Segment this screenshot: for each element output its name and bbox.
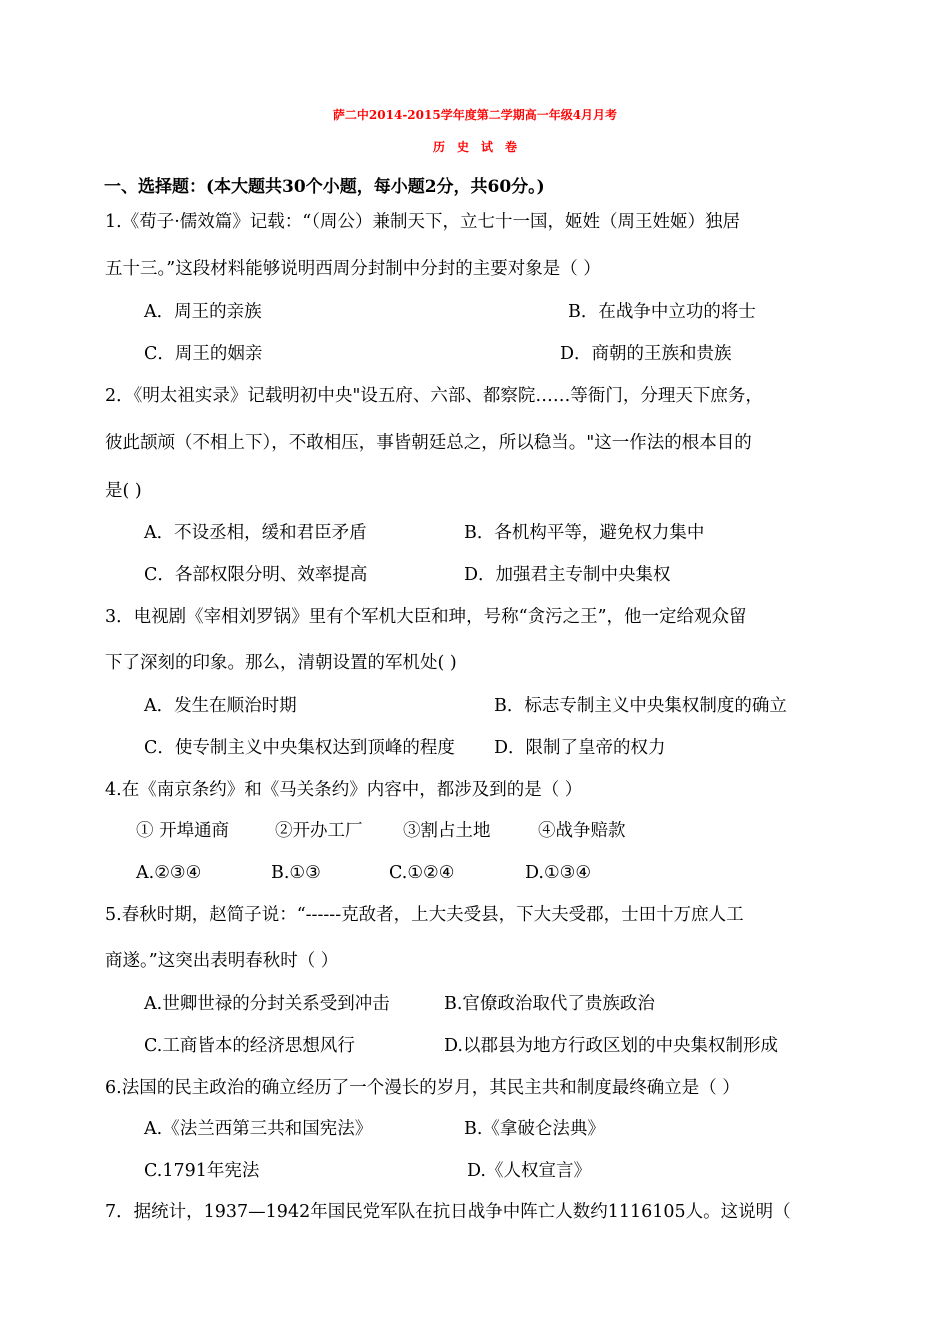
question-3-option-c: C．使专制主义中央集权达到顶峰的程度 (144, 738, 455, 758)
question-1-option-a: A．周王的亲族 (144, 302, 262, 322)
question-5-line-1: 5.春秋时期，赵简子说：“------克敌者，上大夫受县，下大夫受郡，士田十万庶人工 (105, 905, 744, 925)
section-heading: 一、选择题：(本大题共30个小题，每小题2分，共60分。) (104, 177, 545, 197)
question-6-option-a: A.《法兰西第三共和国宪法》 (144, 1119, 373, 1139)
question-2-option-a: A．不设丞相，缓和君臣矛盾 (144, 523, 367, 543)
question-6-option-d: D.《人权宣言》 (467, 1161, 591, 1181)
question-2-line-1: 2．《明太祖实录》记载明初中央"设五府、六部、都察院……等衙门，分理天下庶务， (105, 386, 763, 406)
question-6-line-1: 6.法国的民主政治的确立经历了一个漫长的岁月，其民主共和制度最终确立是（ ） (105, 1078, 740, 1098)
question-2-line-2: 彼此颉颃（不相上下），不敢相压，事皆朝廷总之，所以稳当。"这一作法的根本目的 (105, 433, 752, 453)
question-3-option-a: A．发生在顺治时期 (144, 696, 297, 716)
question-3-option-d: D．限制了皇帝的权力 (494, 738, 666, 758)
question-2-option-c: C．各部权限分明、效率提高 (144, 565, 368, 585)
question-4-item-3: ③割占土地 (403, 821, 491, 841)
question-4-option-b: B.①③ (271, 863, 321, 883)
question-5-option-a: A.世卿世禄的分封关系受到冲击 (144, 994, 390, 1014)
question-6-option-c: C.1791年宪法 (144, 1161, 260, 1181)
question-2-option-d: D．加强君主专制中央集权 (464, 565, 671, 585)
question-1-line-2: 五十三。”这段材料能够说明西周分封制中分封的主要对象是（ ） (105, 259, 601, 279)
question-4-item-4: ④战争赔款 (538, 821, 626, 841)
question-3-line-1: 3．电视剧《宰相刘罗锅》里有个军机大臣和珅，号称“贪污之王”，他一定给观众留 (105, 607, 747, 627)
question-4-option-c: C.①②④ (389, 863, 455, 883)
question-7-line-1: 7．据统计，1937—1942年国民党军队在抗日战争中阵亡人数约1116105人。这说明（ (105, 1202, 791, 1222)
question-2-line-3: 是( ) (105, 481, 142, 501)
question-5-option-d: D.以郡县为地方行政区划的中央集权制形成 (444, 1036, 778, 1056)
question-2-option-b: B．各机构平等，避免权力集中 (464, 523, 705, 543)
exam-subtitle: 历史试卷 (432, 140, 529, 154)
question-5-line-2: 商遂。”这突出表明春秋时（ ） (105, 951, 339, 971)
question-1-option-d: D．商朝的王族和贵族 (560, 344, 732, 364)
question-4-item-2: ②开办工厂 (275, 821, 363, 841)
question-4-option-a: A.②③④ (136, 863, 202, 883)
question-5-option-c: C.工商皆本的经济思想风行 (144, 1036, 355, 1056)
question-3-line-2: 下了深刻的印象。那么，清朝设置的军机处( ) (105, 653, 457, 673)
exam-title: 萨二中2014-2015学年度第二学期高一年级4月月考 (332, 108, 618, 122)
question-6-option-b: B.《拿破仑法典》 (464, 1119, 605, 1139)
question-3-option-b: B．标志专制主义中央集权制度的确立 (494, 696, 787, 716)
question-5-option-b: B.官僚政治取代了贵族政治 (444, 994, 655, 1014)
question-1-option-c: C．周王的姻亲 (144, 344, 263, 364)
question-4-item-1: ① 开埠通商 (136, 821, 230, 841)
question-4-option-d: D.①③④ (525, 863, 592, 883)
question-4-line-1: 4.在《南京条约》和《马关条约》内容中，都涉及到的是（ ） (105, 780, 583, 800)
question-1-option-b: B．在战争中立功的将士 (568, 302, 756, 322)
question-1-line-1: 1.《荀子·儒效篇》记载：“（周公）兼制天下，立七十一国，姬姓（周王姓姬）独居 (105, 212, 740, 232)
